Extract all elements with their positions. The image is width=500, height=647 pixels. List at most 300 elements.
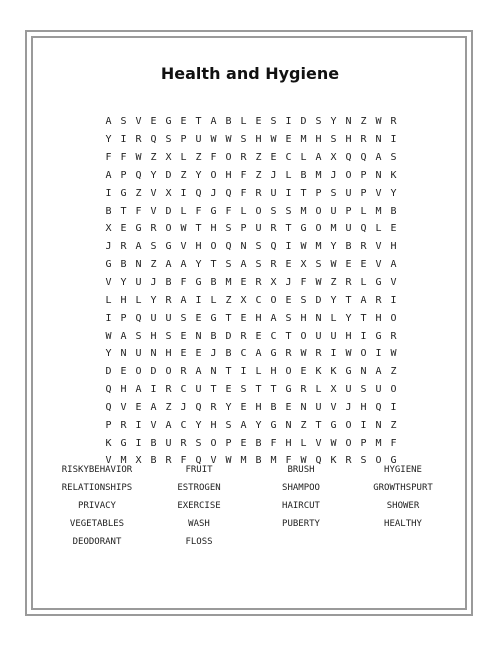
grid-letter: E	[180, 348, 187, 360]
grid-letter: L	[210, 294, 217, 306]
grid-letter: R	[240, 330, 247, 342]
grid-letter: Y	[330, 241, 337, 253]
grid-letter: R	[360, 134, 367, 146]
grid-letter: Y	[195, 419, 202, 431]
grid-letter: E	[120, 223, 127, 235]
grid-letter: M	[270, 455, 277, 467]
grid-letter: J	[270, 169, 277, 181]
grid-letter: N	[315, 312, 322, 324]
grid-letter: O	[360, 348, 367, 360]
grid-row	[101, 220, 401, 238]
grid-letter: I	[285, 187, 292, 199]
grid-letter: X	[135, 455, 142, 467]
grid-letter: R	[165, 384, 172, 396]
grid-letter: H	[225, 169, 232, 181]
grid-letter: Y	[330, 116, 337, 128]
word-bank-item: HEALTHY	[384, 519, 422, 529]
grid-letter: H	[120, 384, 127, 396]
grid-letter: T	[195, 223, 202, 235]
grid-letter: W	[300, 455, 307, 467]
word-bank	[46, 461, 454, 551]
grid-letter: Q	[150, 134, 157, 146]
grid-letter: J	[210, 187, 217, 199]
grid-letter: E	[240, 401, 247, 413]
grid-letter: V	[180, 241, 187, 253]
grid-letter: W	[330, 437, 337, 449]
word-bank-item: HYGIENE	[384, 465, 422, 475]
word-bank-item: SHAMPOO	[282, 483, 320, 493]
grid-letter: S	[390, 152, 397, 164]
grid-letter: R	[315, 348, 322, 360]
grid-letter: L	[330, 312, 337, 324]
grid-letter: K	[330, 366, 337, 378]
grid-letter: D	[315, 294, 322, 306]
grid-letter: D	[165, 169, 172, 181]
grid-letter: W	[105, 330, 112, 342]
grid-letter: I	[390, 401, 397, 413]
grid-letter: F	[180, 277, 187, 289]
grid-letter: O	[165, 223, 172, 235]
grid-letter: E	[120, 366, 127, 378]
grid-letter: R	[390, 330, 397, 342]
grid-letter: A	[255, 348, 262, 360]
grid-letter: G	[270, 419, 277, 431]
grid-letter: F	[240, 169, 247, 181]
grid-letter: F	[225, 205, 232, 217]
grid-letter: G	[195, 277, 202, 289]
grid-letter: I	[330, 348, 337, 360]
grid-letter: S	[225, 259, 232, 271]
grid-letter: M	[375, 205, 382, 217]
grid-letter: L	[240, 116, 247, 128]
grid-letter: L	[315, 384, 322, 396]
grid-letter: R	[345, 455, 352, 467]
grid-letter: Q	[270, 241, 277, 253]
grid-letter: T	[360, 312, 367, 324]
grid-letter: R	[345, 277, 352, 289]
grid-letter: Z	[255, 169, 262, 181]
grid-letter: Q	[360, 223, 367, 235]
grid-letter: T	[210, 259, 217, 271]
grid-letter: S	[225, 223, 232, 235]
grid-letter: K	[330, 455, 337, 467]
grid-letter: X	[270, 277, 277, 289]
grid-letter: O	[345, 437, 352, 449]
grid-letter: R	[255, 187, 262, 199]
grid-letter: Y	[150, 169, 157, 181]
grid-letter: X	[330, 384, 337, 396]
word-bank-item: RELATIONSHIPS	[61, 483, 133, 493]
grid-letter: G	[210, 205, 217, 217]
grid-letter: F	[210, 152, 217, 164]
grid-letter: O	[135, 366, 142, 378]
grid-letter: V	[315, 437, 322, 449]
grid-letter: A	[210, 116, 217, 128]
grid-letter: L	[240, 205, 247, 217]
grid-letter: Z	[390, 419, 397, 431]
grid-letter: M	[315, 169, 322, 181]
grid-letter: A	[390, 259, 397, 271]
grid-letter: B	[255, 437, 262, 449]
grid-letter: O	[270, 294, 277, 306]
grid-letter: E	[195, 348, 202, 360]
grid-letter: E	[195, 312, 202, 324]
grid-letter: A	[180, 294, 187, 306]
grid-letter: S	[315, 259, 322, 271]
grid-letter: I	[195, 294, 202, 306]
grid-letter: S	[360, 455, 367, 467]
grid-letter: U	[135, 277, 142, 289]
grid-letter: N	[360, 366, 367, 378]
grid-letter: O	[315, 205, 322, 217]
grid-letter: Y	[195, 259, 202, 271]
grid-letter: E	[180, 116, 187, 128]
grid-letter: Z	[300, 419, 307, 431]
grid-letter: O	[315, 223, 322, 235]
grid-row	[101, 149, 401, 167]
grid-letter: P	[360, 187, 367, 199]
grid-letter: I	[375, 348, 382, 360]
grid-letter: L	[255, 366, 262, 378]
grid-letter: N	[375, 419, 382, 431]
grid-letter: Q	[195, 455, 202, 467]
grid-letter: G	[120, 187, 127, 199]
grid-letter: U	[315, 401, 322, 413]
grid-letter: U	[255, 223, 262, 235]
grid-letter: P	[345, 205, 352, 217]
grid-letter: W	[270, 134, 277, 146]
grid-letter: T	[195, 116, 202, 128]
grid-letter: Q	[225, 187, 232, 199]
word-bank-item: HAIRCUT	[282, 501, 320, 511]
grid-letter: M	[120, 455, 127, 467]
grid-letter: U	[315, 330, 322, 342]
grid-letter: C	[270, 330, 277, 342]
grid-letter: E	[255, 116, 262, 128]
grid-letter: E	[360, 259, 367, 271]
grid-letter: P	[120, 312, 127, 324]
grid-letter: S	[240, 384, 247, 396]
grid-letter: F	[135, 205, 142, 217]
grid-letter: N	[195, 330, 202, 342]
grid-letter: Q	[345, 152, 352, 164]
grid-letter: Y	[150, 294, 157, 306]
grid-letter: S	[330, 134, 337, 146]
word-bank-item: DEODORANT	[72, 537, 122, 547]
grid-letter: A	[195, 366, 202, 378]
grid-letter: R	[120, 241, 127, 253]
grid-letter: A	[105, 169, 112, 181]
grid-letter: U	[345, 187, 352, 199]
grid-letter: U	[375, 384, 382, 396]
grid-letter: O	[210, 169, 217, 181]
grid-letter: E	[240, 312, 247, 324]
grid-letter: N	[375, 169, 382, 181]
grid-letter: N	[285, 419, 292, 431]
grid-letter: E	[135, 401, 142, 413]
grid-letter: H	[285, 437, 292, 449]
grid-letter: G	[210, 312, 217, 324]
grid-letter: Y	[330, 294, 337, 306]
grid-letter: A	[240, 419, 247, 431]
grid-letter: U	[195, 134, 202, 146]
grid-row	[101, 399, 401, 417]
grid-letter: C	[180, 384, 187, 396]
grid-letter: W	[225, 134, 232, 146]
grid-letter: W	[390, 348, 397, 360]
grid-letter: Z	[135, 187, 142, 199]
grid-letter: S	[165, 330, 172, 342]
grid-letter: R	[180, 437, 187, 449]
grid-letter: U	[270, 187, 277, 199]
grid-letter: R	[165, 294, 172, 306]
grid-letter: E	[240, 437, 247, 449]
grid-letter: W	[135, 152, 142, 164]
grid-row	[101, 327, 401, 345]
grid-row	[101, 345, 401, 363]
grid-row	[101, 309, 401, 327]
grid-letter: F	[300, 277, 307, 289]
grid-letter: Z	[150, 152, 157, 164]
grid-letter: O	[165, 366, 172, 378]
grid-letter: S	[120, 116, 127, 128]
grid-letter: T	[255, 384, 262, 396]
grid-letter: S	[165, 134, 172, 146]
grid-letter: A	[360, 294, 367, 306]
grid-letter: X	[300, 259, 307, 271]
grid-letter: J	[150, 277, 157, 289]
word-bank-item: PUBERTY	[282, 519, 320, 529]
grid-letter: J	[345, 401, 352, 413]
grid-letter: V	[150, 419, 157, 431]
grid-letter: Z	[360, 116, 367, 128]
grid-letter: Y	[345, 312, 352, 324]
grid-letter: M	[375, 437, 382, 449]
grid-letter: G	[135, 223, 142, 235]
grid-letter: S	[135, 330, 142, 342]
grid-letter: R	[240, 152, 247, 164]
grid-letter: L	[300, 152, 307, 164]
grid-letter: O	[255, 205, 262, 217]
grid-letter: H	[195, 241, 202, 253]
grid-letter: T	[345, 294, 352, 306]
grid-letter: F	[285, 455, 292, 467]
grid-letter: T	[300, 187, 307, 199]
grid-letter: F	[120, 152, 127, 164]
grid-letter: W	[345, 348, 352, 360]
grid-letter: A	[165, 259, 172, 271]
grid-row	[101, 291, 401, 309]
grid-letter: O	[225, 152, 232, 164]
grid-letter: L	[360, 205, 367, 217]
grid-letter: M	[330, 223, 337, 235]
grid-letter: F	[240, 187, 247, 199]
grid-letter: G	[375, 330, 382, 342]
grid-letter: J	[285, 277, 292, 289]
grid-letter: R	[390, 116, 397, 128]
grid-letter: I	[150, 384, 157, 396]
grid-letter: J	[330, 169, 337, 181]
grid-letter: Y	[225, 401, 232, 413]
grid-letter: R	[135, 134, 142, 146]
grid-letter: S	[300, 294, 307, 306]
grid-letter: B	[210, 277, 217, 289]
grid-letter: N	[240, 241, 247, 253]
grid-row	[101, 274, 401, 292]
grid-row	[101, 184, 401, 202]
grid-letter: F	[180, 455, 187, 467]
grid-letter: N	[300, 401, 307, 413]
word-bank-item: FRUIT	[185, 465, 213, 475]
grid-letter: Z	[255, 152, 262, 164]
grid-letter: P	[360, 437, 367, 449]
grid-letter: L	[285, 169, 292, 181]
grid-letter: Y	[255, 419, 262, 431]
grid-letter: W	[210, 134, 217, 146]
grid-letter: D	[225, 330, 232, 342]
grid-letter: Q	[360, 152, 367, 164]
grid-letter: T	[225, 312, 232, 324]
grid-letter: H	[210, 419, 217, 431]
grid-letter: F	[195, 205, 202, 217]
grid-letter: G	[345, 366, 352, 378]
grid-letter: I	[105, 312, 112, 324]
grid-letter: T	[315, 419, 322, 431]
grid-letter: T	[270, 384, 277, 396]
grid-letter: R	[120, 419, 127, 431]
grid-letter: N	[375, 134, 382, 146]
grid-row	[101, 131, 401, 149]
letter-grid	[101, 113, 401, 470]
grid-letter: R	[210, 401, 217, 413]
grid-letter: I	[135, 419, 142, 431]
grid-letter: E	[240, 277, 247, 289]
grid-letter: S	[255, 259, 262, 271]
grid-letter: E	[285, 259, 292, 271]
word-bank-item: FLOSS	[185, 537, 213, 547]
grid-letter: A	[375, 366, 382, 378]
grid-letter: V	[120, 401, 127, 413]
grid-letter: R	[360, 241, 367, 253]
grid-letter: E	[300, 366, 307, 378]
grid-letter: Q	[195, 401, 202, 413]
grid-letter: R	[270, 223, 277, 235]
grid-letter: F	[105, 152, 112, 164]
grid-letter: B	[390, 205, 397, 217]
grid-letter: G	[165, 116, 172, 128]
grid-letter: Q	[195, 187, 202, 199]
grid-letter: E	[225, 384, 232, 396]
grid-letter: O	[345, 419, 352, 431]
grid-letter: X	[105, 223, 112, 235]
grid-letter: R	[165, 455, 172, 467]
grid-letter: S	[285, 312, 292, 324]
grid-letter: D	[150, 366, 157, 378]
grid-letter: V	[105, 455, 112, 467]
grid-letter: C	[180, 419, 187, 431]
grid-letter: Z	[165, 401, 172, 413]
grid-letter: U	[330, 205, 337, 217]
grid-letter: G	[390, 455, 397, 467]
grid-row	[101, 434, 401, 452]
grid-letter: U	[150, 312, 157, 324]
grid-letter: B	[150, 437, 157, 449]
grid-letter: Y	[120, 277, 127, 289]
grid-letter: Y	[390, 187, 397, 199]
grid-letter: H	[210, 223, 217, 235]
grid-letter: V	[150, 205, 157, 217]
grid-letter: I	[105, 187, 112, 199]
grid-letter: H	[255, 312, 262, 324]
grid-letter: Y	[105, 348, 112, 360]
grid-letter: K	[390, 169, 397, 181]
grid-letter: W	[315, 277, 322, 289]
grid-letter: M	[300, 205, 307, 217]
grid-letter: B	[345, 241, 352, 253]
grid-letter: I	[285, 116, 292, 128]
grid-letter: G	[285, 384, 292, 396]
grid-letter: E	[285, 401, 292, 413]
grid-letter: R	[300, 384, 307, 396]
grid-letter: V	[210, 455, 217, 467]
grid-letter: Q	[225, 241, 232, 253]
grid-letter: Q	[105, 401, 112, 413]
grid-letter: G	[375, 277, 382, 289]
grid-letter: G	[165, 241, 172, 253]
grid-letter: R	[180, 366, 187, 378]
grid-letter: D	[165, 205, 172, 217]
grid-letter: H	[390, 241, 397, 253]
grid-letter: L	[105, 294, 112, 306]
grid-letter: I	[360, 330, 367, 342]
grid-letter: V	[375, 187, 382, 199]
grid-letter: I	[120, 134, 127, 146]
grid-letter: Y	[105, 134, 112, 146]
grid-letter: E	[285, 294, 292, 306]
grid-letter: Q	[375, 401, 382, 413]
grid-letter: S	[360, 384, 367, 396]
grid-letter: B	[165, 277, 172, 289]
grid-letter: G	[120, 437, 127, 449]
grid-letter: Q	[135, 169, 142, 181]
grid-letter: Z	[225, 294, 232, 306]
grid-letter: Z	[330, 277, 337, 289]
grid-letter: T	[210, 384, 217, 396]
grid-letter: B	[255, 455, 262, 467]
grid-letter: M	[300, 134, 307, 146]
grid-letter: B	[225, 116, 232, 128]
word-bank-item: RISKYBEHAVIOR	[61, 465, 133, 475]
grid-letter: A	[120, 330, 127, 342]
grid-letter: V	[375, 259, 382, 271]
grid-letter: R	[285, 348, 292, 360]
grid-row	[101, 238, 401, 256]
grid-letter: X	[165, 152, 172, 164]
grid-letter: H	[360, 401, 367, 413]
grid-letter: U	[165, 437, 172, 449]
grid-letter: S	[255, 241, 262, 253]
grid-letter: M	[240, 455, 247, 467]
grid-letter: J	[180, 401, 187, 413]
grid-letter: E	[345, 259, 352, 271]
grid-row	[101, 113, 401, 131]
grid-letter: S	[270, 116, 277, 128]
grid-letter: U	[195, 384, 202, 396]
grid-letter: N	[135, 259, 142, 271]
grid-letter: W	[330, 259, 337, 271]
grid-letter: I	[240, 366, 247, 378]
grid-letter: B	[105, 205, 112, 217]
